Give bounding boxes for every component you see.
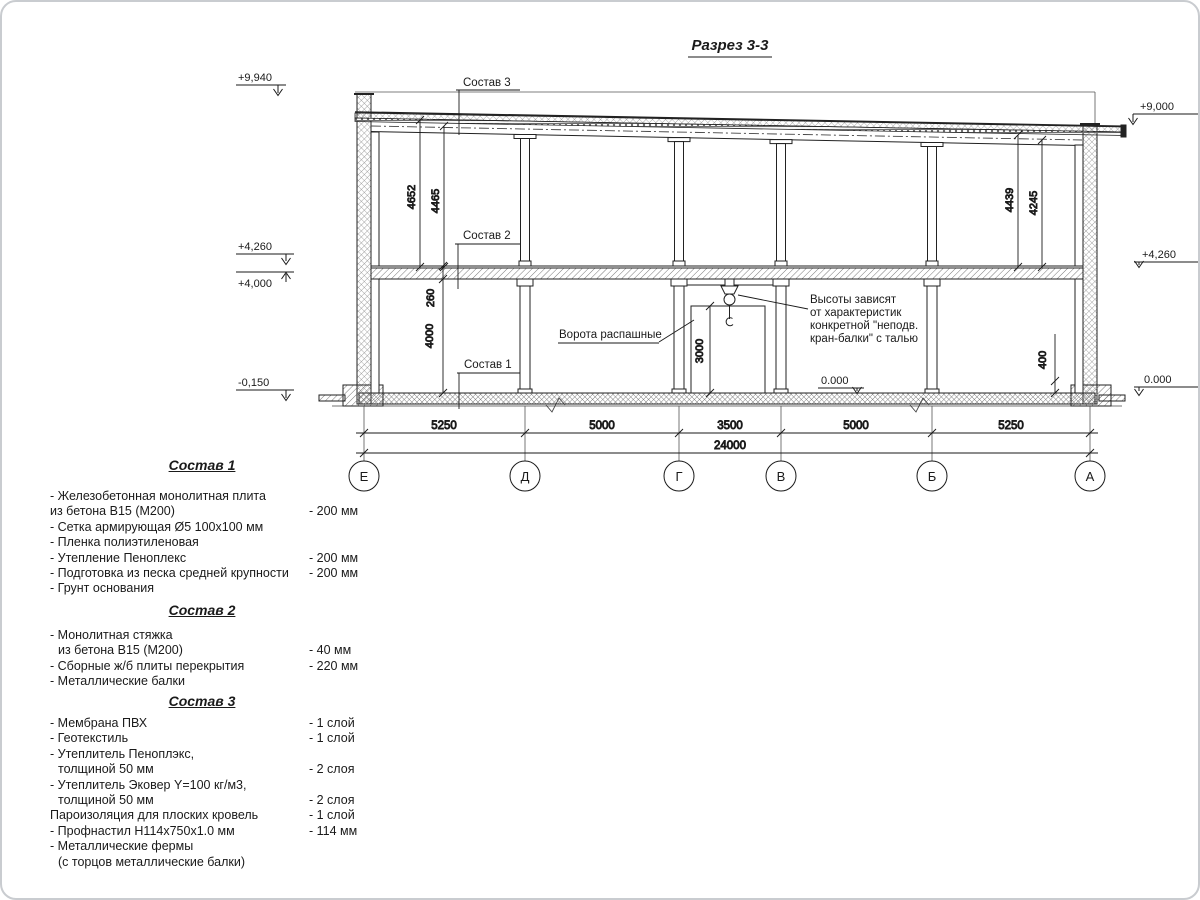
svg-text:-0,150: -0,150 <box>238 377 270 389</box>
title-block <box>688 37 772 57</box>
list-item: Пароизоляция для плоских кровель - 1 слой <box>50 808 355 823</box>
axis-label: Д <box>520 469 530 484</box>
leader-layer2 <box>455 230 520 289</box>
span-dim: 5250 <box>431 420 457 432</box>
composition-title: Состав 2 <box>168 602 236 618</box>
drawing-title: Разрез 3-3 <box>691 37 769 54</box>
list-item: - Железобетонная монолитная плита <box>50 489 266 503</box>
list-item: толщиной 50 мм - 2 слоя <box>58 792 355 807</box>
elevation-mid-ground <box>818 375 864 394</box>
svg-text:Высоты зависят: Высоты зависят <box>810 294 897 306</box>
list-item: - Утеплитель Эковер Y=100 кг/м3, <box>50 777 247 792</box>
axis-label: А <box>1085 469 1095 484</box>
list-item: - Профнастил Н114х750х1.0 мм - 114 мм <box>50 823 358 838</box>
composition-list-3 <box>42 693 362 870</box>
section-drawing <box>2 2 1200 502</box>
total-dim: 24000 <box>714 440 746 452</box>
list-item: - Металлические балки <box>50 674 185 689</box>
svg-text:Состав 1: Состав 1 <box>464 359 512 371</box>
list-item: толщиной 50 мм - 2 слоя <box>58 762 355 777</box>
list-item: - Мембрана ПВХ - 1 слой <box>50 716 355 730</box>
svg-text:Состав 3: Состав 3 <box>463 77 511 89</box>
list-item: - Монолитная стяжка <box>50 628 173 642</box>
dim-260: 260 <box>425 288 437 308</box>
dim-400: 400 <box>1037 350 1049 370</box>
svg-text:кран-балки" с талью: кран-балки" с талью <box>810 333 918 345</box>
upper-columns <box>514 135 943 267</box>
svg-text:Ворота распашные: Ворота распашные <box>559 329 662 341</box>
composition-title: Состав 3 <box>168 693 236 709</box>
elevation-left-floor-top <box>236 241 294 265</box>
axis-bubbles <box>349 461 1105 491</box>
dim-3000: 3000 <box>694 338 706 364</box>
list-item: из бетона В15 (М200) - 40 мм <box>58 643 352 658</box>
composition-title: Состав 1 <box>168 457 236 473</box>
dim-4000: 4000 <box>424 323 436 349</box>
list-item: - Сборные ж/б плиты перекрытия - 220 мм <box>50 658 359 673</box>
elevation-left-ground <box>236 377 294 401</box>
axis-label: Г <box>675 469 683 484</box>
svg-text:+9,940: +9,940 <box>238 72 272 84</box>
leader-layer3 <box>456 77 520 135</box>
svg-text:+4,000: +4,000 <box>238 278 272 290</box>
dim-4652: 4652 <box>406 184 418 210</box>
span-dim: 5250 <box>998 420 1024 432</box>
span-dim: 5000 <box>843 420 869 432</box>
elevation-right-ground <box>1134 374 1198 396</box>
svg-text:от характеристик: от характеристик <box>810 307 902 319</box>
svg-text:конкретной "неподв.: конкретной "неподв. <box>810 320 919 332</box>
span-dim: 3500 <box>717 420 743 432</box>
dim-4439: 4439 <box>1004 187 1016 213</box>
list-item: - Металлические фермы <box>50 839 194 854</box>
list-item: из бетона В15 (М200) - 200 мм <box>50 504 359 519</box>
list-item: - Геотекстиль - 1 слой <box>50 731 355 746</box>
axis-label: Б <box>927 469 937 484</box>
axis-label: Е <box>359 469 369 484</box>
right-wall <box>1083 124 1097 404</box>
span-dim: 5000 <box>589 420 615 432</box>
axis-label: В <box>776 469 786 484</box>
svg-text:+4,260: +4,260 <box>238 241 272 253</box>
list-item: - Сетка армирующая Ø5 100х100 мм <box>50 519 264 534</box>
list-item: - Подготовка из песка средней крупности - 200 мм <box>50 565 359 580</box>
roof-overhang-cap <box>1121 125 1126 137</box>
list-item: - Утепление Пеноплекс - 200 мм <box>50 550 359 565</box>
bottom-dimensions <box>356 406 1098 461</box>
list-item: - Грунт основания <box>50 581 155 596</box>
elevation-right-roof <box>1129 101 1199 125</box>
list-item: - Пленка полиэтиленовая <box>50 535 199 550</box>
left-wall <box>357 94 371 404</box>
composition-list-1 <box>42 457 362 597</box>
svg-text:+4,260: +4,260 <box>1142 249 1176 261</box>
roof-package <box>355 112 1126 146</box>
list-item: - Утеплитель Пеноплэкс, <box>50 746 195 761</box>
svg-text:Состав 2: Состав 2 <box>463 230 511 242</box>
composition-list-2 <box>42 602 362 690</box>
elevation-left-floor-bottom <box>236 272 294 290</box>
elevation-left-top <box>236 72 286 96</box>
svg-text:+9,000: +9,000 <box>1140 101 1174 113</box>
svg-text:0.000: 0.000 <box>821 375 849 387</box>
svg-text:0.000: 0.000 <box>1144 374 1172 386</box>
dim-4245: 4245 <box>1028 190 1040 216</box>
elevation-right-floor <box>1134 249 1198 268</box>
dim-4465: 4465 <box>430 188 442 214</box>
list-item: (с торцов металлические балки) <box>58 854 246 869</box>
